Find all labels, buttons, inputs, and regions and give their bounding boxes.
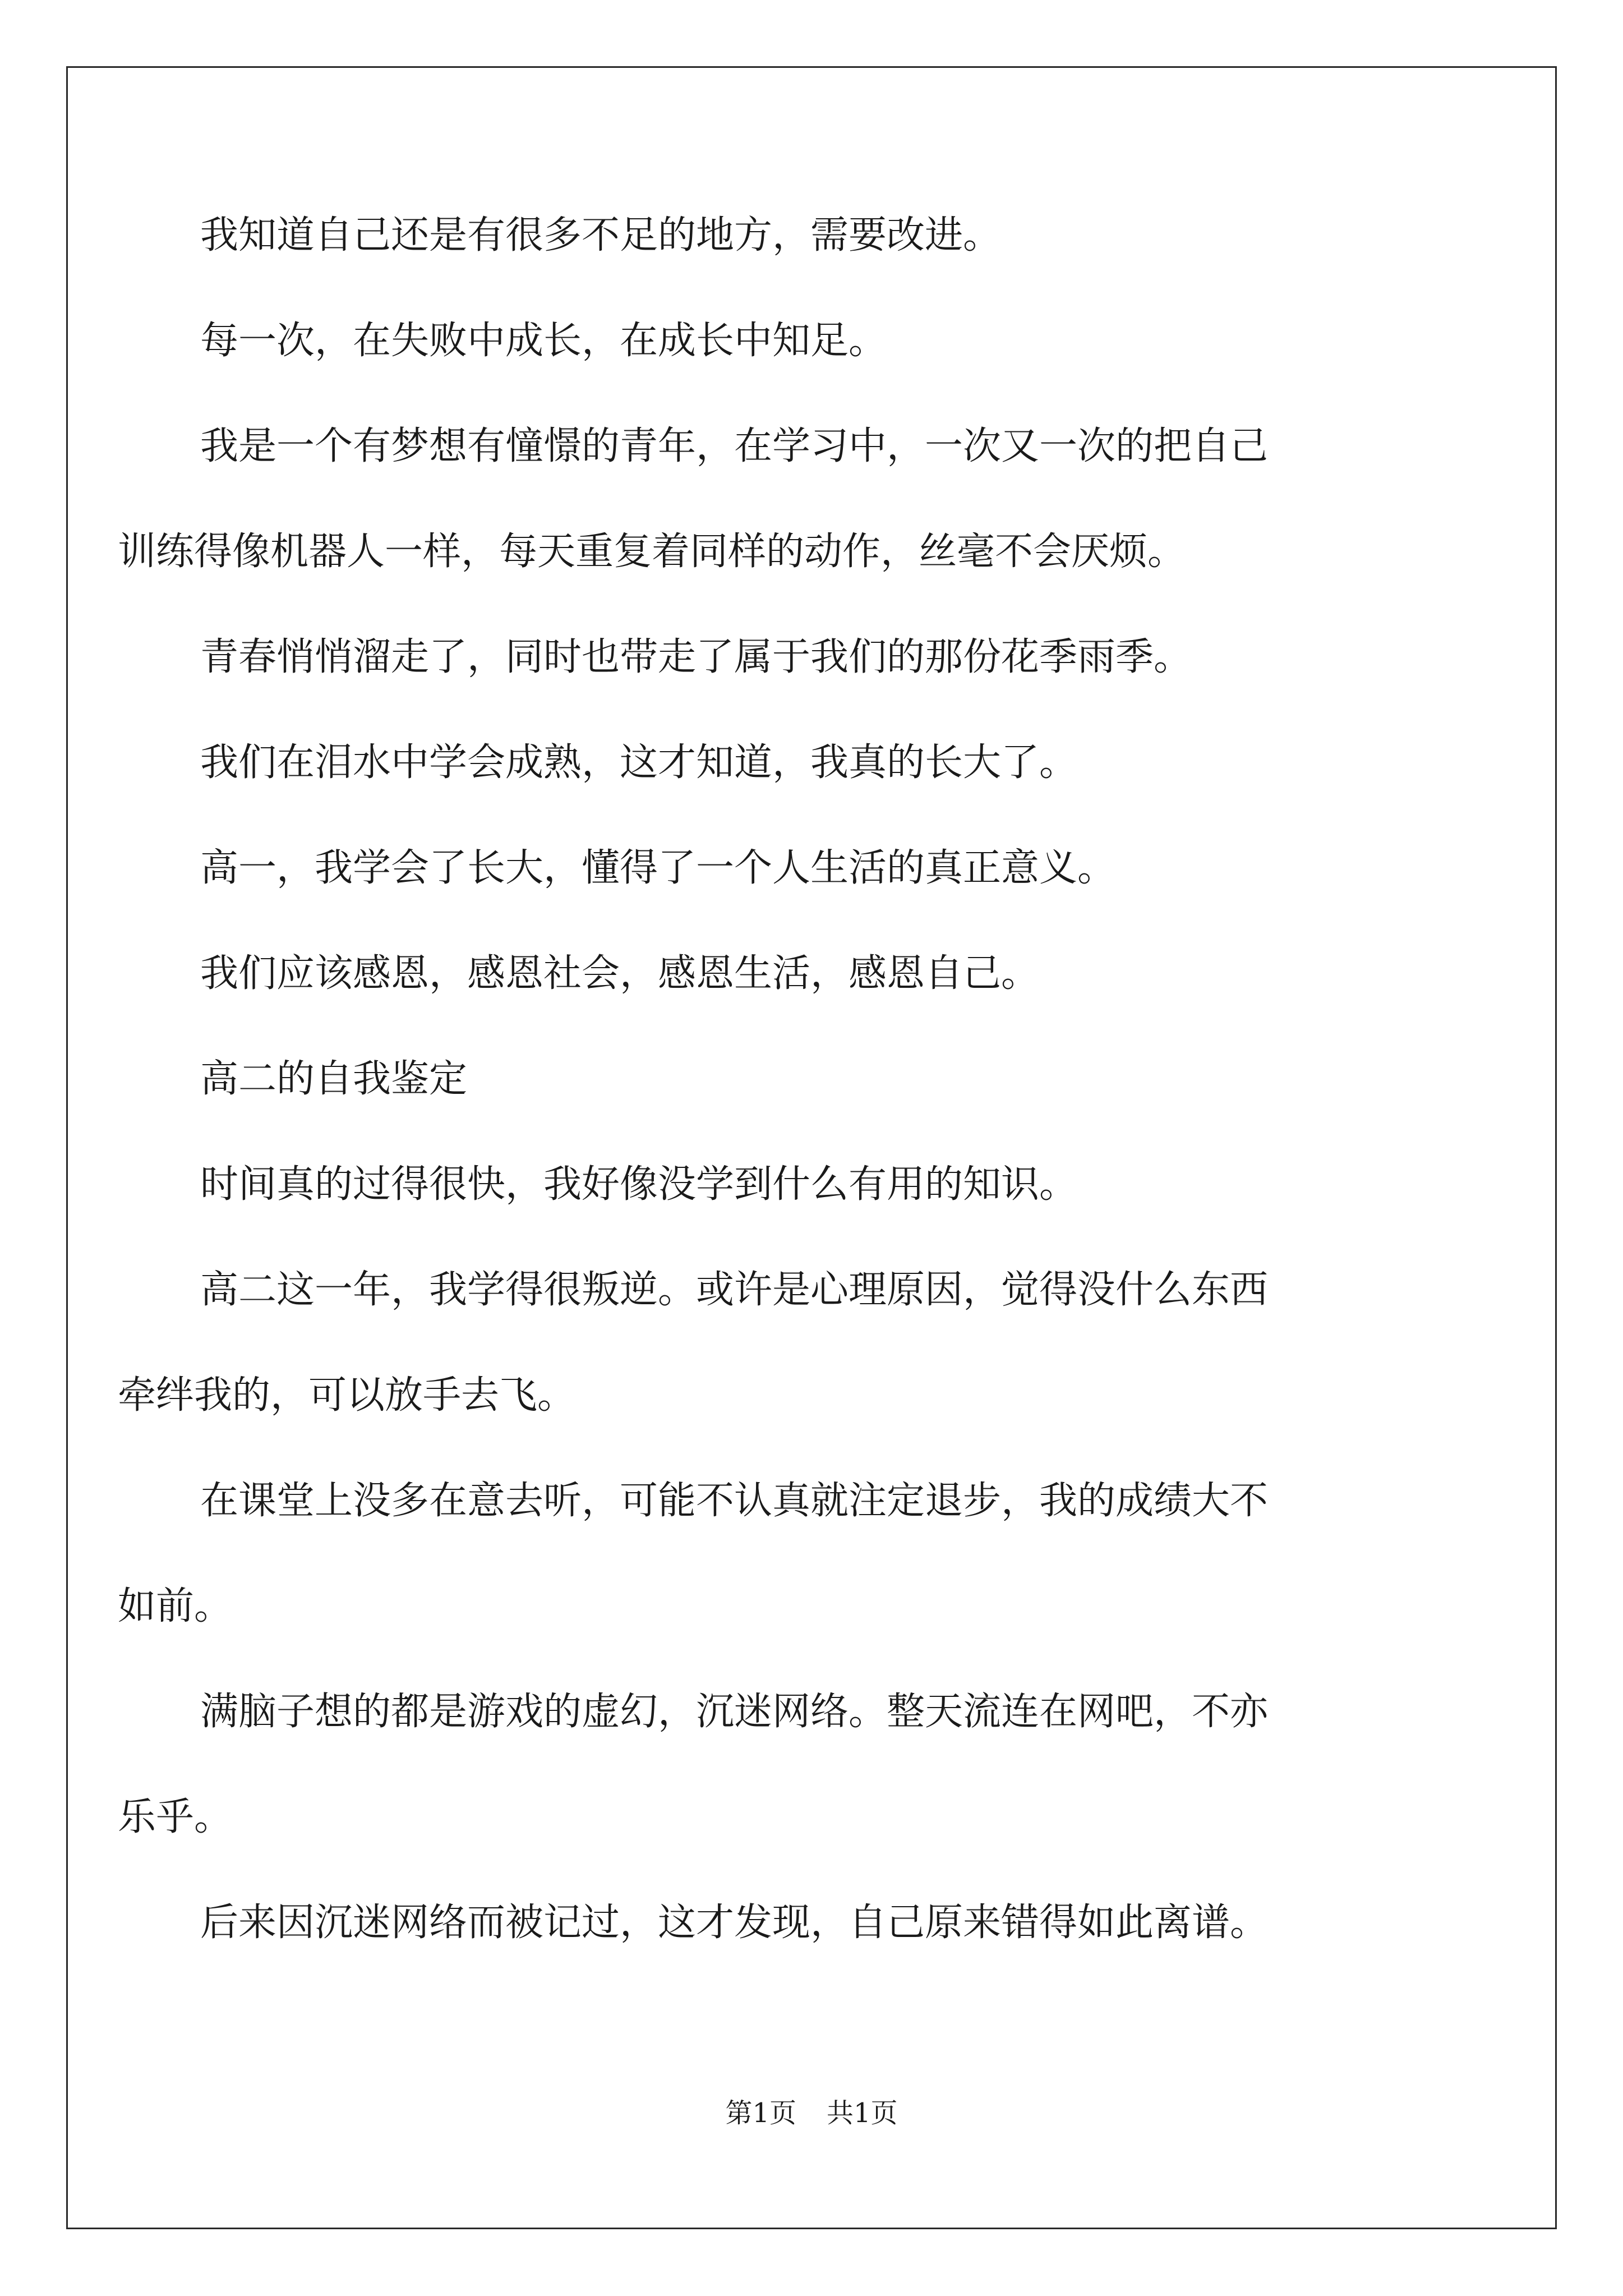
paragraph-5: [118, 740, 1464, 785]
document-body: [118, 213, 1434, 2006]
section-heading: [118, 1057, 1464, 1102]
paragraph-1: [118, 213, 1464, 258]
paragraph-line: 在课堂上没多在意去听，可能不认真就注定退步，我的成绩大不: [200, 1479, 1269, 1523]
paragraph-9: [118, 1162, 1464, 1207]
page-footer: [0, 2091, 1623, 2130]
paragraph-7: [118, 951, 1464, 996]
paragraph-line: 我们在泪水中学会成熟，这才知道，我真的长大了。: [200, 740, 1078, 785]
paragraph-line: 我是一个有梦想有憧憬的青年，在学习中，一次又一次的把自己: [200, 424, 1269, 468]
paragraph-line: 高一，我学会了长大，懂得了一个人生活的真正意义。: [200, 846, 1116, 890]
paragraph-line: 训练得像机器人一样，每天重复着同样的动作，丝毫不会厌烦。: [118, 530, 1186, 574]
paragraph-line: 满脑子想的都是游戏的虚幻，沉迷网络。整天流连在网吧，不亦: [200, 1690, 1269, 1734]
paragraph-line: 牵绊我的，可以放手去飞。: [118, 1373, 576, 1418]
paragraph-6: [118, 846, 1464, 891]
paragraph-line: 后来因沉迷网络而被记过，这才发现，自己原来错得如此离谱。: [200, 1901, 1269, 1945]
paragraph-line: 每一次，在失败中成长，在成长中知足。: [200, 319, 887, 363]
paragraph-line: 高二的自我鉴定: [200, 1057, 468, 1101]
paragraph-12: [118, 1690, 1464, 1840]
page-total: 共1页: [827, 2097, 898, 2129]
paragraph-line: 青春悄悄溜走了，同时也带走了属于我们的那份花季雨季。: [200, 635, 1192, 679]
paragraph-10: [118, 1268, 1464, 1418]
paragraph-line: 高二这一年，我学得很叛逆。或许是心理原因，觉得没什么东西: [200, 1268, 1269, 1312]
paragraph-11: [118, 1479, 1464, 1629]
page-number: 第1页: [725, 2097, 796, 2129]
paragraph-line: 乐乎。: [118, 1795, 233, 1839]
paragraph-3: [118, 424, 1464, 574]
paragraph-line: 我们应该感恩，感恩社会，感恩生活，感恩自己。: [200, 951, 1040, 996]
paragraph-2: [118, 319, 1464, 364]
paragraph-line: 时间真的过得很快，我好像没学到什么有用的知识。: [200, 1162, 1078, 1207]
paragraph-13: [118, 1901, 1464, 1945]
paragraph-line: 如前。: [118, 1584, 233, 1628]
paragraph-line: 我知道自己还是有很多不足的地方，需要改进。: [200, 213, 1002, 257]
paragraph-4: [118, 635, 1464, 680]
